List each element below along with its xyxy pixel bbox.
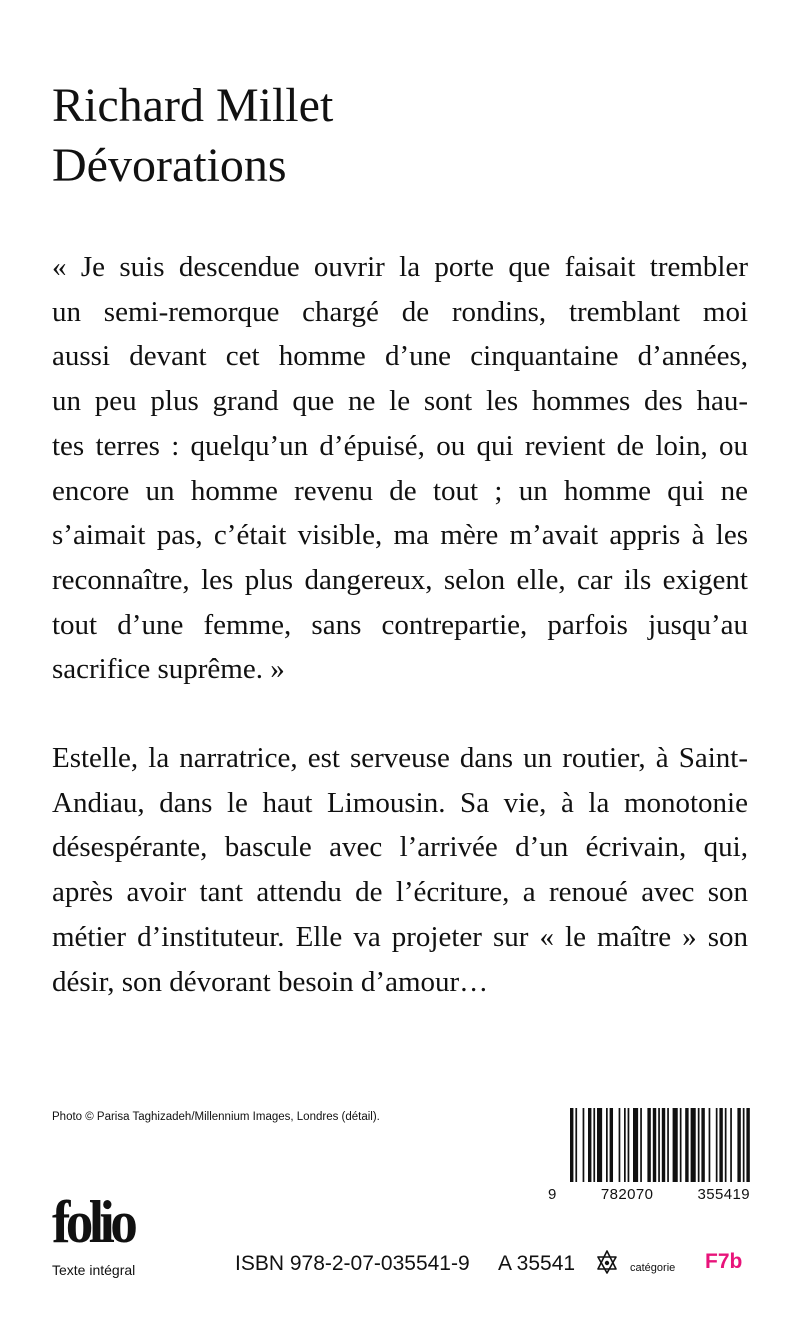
barcode-bar (624, 1108, 626, 1182)
category-label: catégorie (630, 1262, 676, 1274)
barcode-bar (737, 1108, 740, 1182)
summary-line: désir, son dévorant besoin d’amour… (52, 965, 489, 998)
quote-line: un peu plus grand que ne le sont les hommes des hau- (52, 385, 748, 418)
barcode-bar (633, 1108, 638, 1182)
summary-line: après avoir tant attendu de l’écriture, a renoué avec son (52, 876, 748, 909)
barcode-bar (647, 1108, 650, 1182)
barcode-digit-group: 9 (548, 1186, 557, 1203)
barcode-bar (743, 1108, 745, 1182)
barcode (570, 1108, 750, 1182)
barcode-bar (640, 1108, 642, 1182)
barcode-bar (606, 1108, 608, 1182)
quote-line: tes terres : quelqu’un d’épuisé, ou qui revient de loin, ou (52, 429, 748, 462)
barcode-bar (685, 1108, 688, 1182)
isbn: ISBN 978-2-07-035541-9 (235, 1252, 470, 1275)
barcode-bar (698, 1108, 700, 1182)
barcode-bar (709, 1108, 711, 1182)
barcode-bar (570, 1108, 573, 1182)
publisher-subtitle: Texte intégral (52, 1262, 136, 1278)
catalog-number: A 35541 (498, 1252, 576, 1275)
barcode-bar (730, 1108, 732, 1182)
folio-logo: folio (52, 1189, 134, 1255)
barcode-bar (716, 1108, 718, 1182)
quote-line: encore un homme revenu de tout ; un homme qui ne (52, 474, 748, 507)
summary-paragraph (52, 736, 748, 1004)
barcode-bar (701, 1108, 704, 1182)
barcode-bar (619, 1108, 621, 1182)
gallimard-star-icon (594, 1249, 620, 1275)
barcode-bar (662, 1108, 665, 1182)
book-title: Dévorations (52, 139, 287, 192)
barcode-bar (680, 1108, 682, 1182)
summary-line: Estelle, la narratrice, est serveuse dans un routier, à Saint- (52, 742, 748, 774)
barcode-bar (658, 1108, 660, 1182)
quote-line: reconnaître, les plus dangereux, selon elle, car ils exigent (52, 563, 748, 596)
category-code: F7b (705, 1250, 743, 1273)
photo-credit: Photo © Parisa Taghizadeh/Millennium Images, Londres (détail). (52, 1111, 380, 1123)
barcode-bar (593, 1108, 595, 1182)
barcode-digit-group: 355419 (697, 1186, 750, 1203)
barcode-bar (691, 1108, 696, 1182)
summary-line: Andiau, dans le haut Limousin. Sa vie, à la monotonie (52, 786, 748, 819)
barcode-bar (719, 1108, 722, 1182)
quote-line: s’aimait pas, c’était visible, ma mère m’avait appris à les (52, 519, 748, 552)
author-name: Richard Millet (52, 79, 334, 132)
barcode-number (548, 1186, 750, 1203)
quote-line: « Je suis descendue ouvrir la porte que faisait trembler (52, 251, 748, 283)
summary-line: métier d’instituteur. Elle va projeter sur « le maître » son (52, 920, 748, 953)
barcode-bar (725, 1108, 727, 1182)
quote-line: un semi-remorque chargé de rondins, tremblant moi (52, 295, 748, 328)
quote-paragraph (52, 245, 748, 692)
barcode-bar (673, 1108, 678, 1182)
barcode-bar (610, 1108, 613, 1182)
barcode-bar (667, 1108, 669, 1182)
barcode-bar (575, 1108, 577, 1182)
barcode-bar (746, 1108, 749, 1182)
barcode-bar (583, 1108, 585, 1182)
quote-line: sacrifice suprême. » (52, 653, 285, 686)
summary-line: désespérante, bascule avec l’arrivée d’un écrivain, qui, (52, 831, 748, 864)
barcode-bar (653, 1108, 656, 1182)
barcode-bar (628, 1108, 630, 1182)
quote-line: aussi devant cet homme d’une cinquantaine d’années, (52, 340, 748, 373)
barcode-digit-group: 782070 (600, 1186, 654, 1203)
quote-line: tout d’une femme, sans contrepartie, parfois jusqu’au (52, 608, 748, 641)
barcode-bar (597, 1108, 602, 1182)
barcode-bar (588, 1108, 591, 1182)
